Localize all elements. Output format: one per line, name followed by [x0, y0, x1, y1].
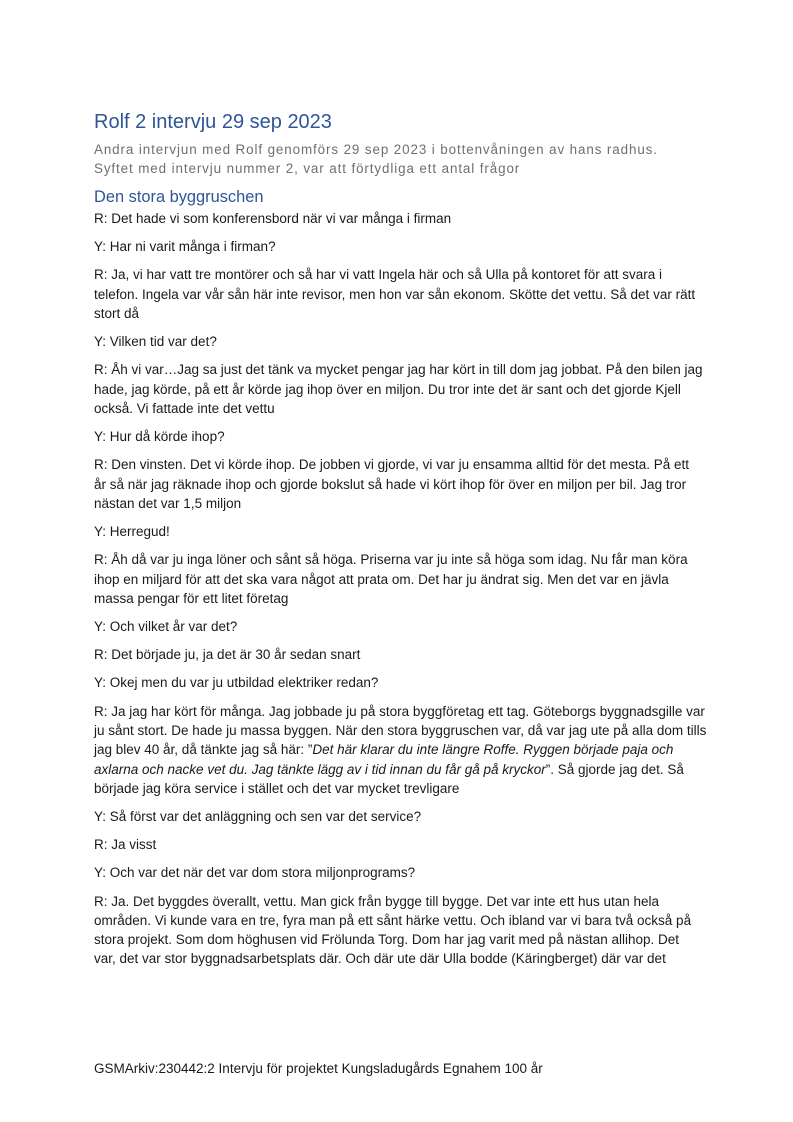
text-line: R: Åh då var ju inga löner och sånt så höga. Priserna var ju inte så höga som idag. Nu får man köra — [94, 552, 688, 568]
text-line: också. Vi fattade inte det vettu — [94, 400, 275, 416]
paragraph — [94, 673, 704, 692]
text-line: Y: Så först var det anläggning och sen var det service? — [94, 809, 422, 824]
text-line: nästan det var 1,5 miljon — [94, 495, 242, 511]
paragraph — [94, 427, 704, 446]
paragraph — [94, 702, 707, 798]
paragraph — [94, 455, 704, 513]
text-line: Y: Har ni varit många i firman? — [94, 239, 276, 255]
text-line: R: Ja, vi har vatt tre montörer och så har vi vatt Ingela här och så Ulla på kontoret för att svara i — [94, 267, 663, 283]
text-line: stora projekt. Som dom höghusen vid Frölunda Torg. Dom har jag varit med på nästan allihop. Det — [94, 932, 680, 948]
paragraph — [94, 807, 704, 826]
text-line: Y: Hur då körde ihop? — [94, 429, 225, 445]
document-body — [94, 209, 707, 978]
page-footer: GSMArkiv:230442:2 Intervju för projektet Kungsladugårds Egnahem 100 år — [94, 1061, 543, 1076]
document-page — [94, 0, 707, 1122]
paragraph — [94, 237, 704, 256]
paragraph — [94, 863, 704, 882]
text-line — [94, 740, 704, 759]
text-line: började jag köra service i stället och det var mycket trevligare — [94, 780, 460, 796]
paragraph — [94, 360, 704, 418]
text-line: områden. Vi kunde vara en tre, fyra man på ett sånt härke vettu. Och ibland var vi bara två också på — [94, 912, 692, 928]
text-line: ihop en miljard för att det ska vara något att prata om. Det har ju ändrat sig. Men det var en jävla — [94, 571, 669, 587]
paragraph — [94, 265, 704, 323]
section-heading: Den stora byggruschen — [94, 188, 264, 206]
document-subtitle — [94, 140, 706, 178]
text-line: ju sånt stort. De hade ju massa byggen. När den stora byggruschen var, då var jag ute på alla dom tills — [94, 722, 707, 738]
text-line: Y: Och vilket år var det? — [94, 619, 238, 635]
paragraph — [94, 209, 704, 228]
document-title: Rolf 2 intervju 29 sep 2023 — [94, 111, 332, 133]
text-segment: ”. Så gjorde jag det. Så — [545, 761, 684, 777]
text-line: var, det var stor byggnadsarbetsplats där. Och där ute där Ulla bodde (Käringberget) där var det — [94, 951, 666, 967]
text-line: R: Åh vi var…Jag sa just det tänk va mycket pengar jag har kört in till dom jag jobbat. På den bilen jag — [94, 362, 703, 378]
text-line: Y: Herregud! — [94, 524, 170, 540]
text-line: år så när jag räknade ihop och gjorde bokslut så hade vi kört ihop för över en miljon per bil. Jag tror — [94, 476, 687, 492]
quote-text: axlarna och nacke vet du. Jag tänkte lägg av i tid innan du får gå på kryckor — [94, 761, 546, 777]
text-line: R: Ja visst — [94, 837, 157, 853]
subtitle-line: Andra intervjun med Rolf genomförs 29 sep 2023 i bottenvåningen av hans radhus. — [94, 142, 658, 157]
text-line: stort då — [94, 305, 140, 321]
paragraph — [94, 550, 704, 608]
text-segment: jag blev 40 år, då tänkte jag så här: ” — [94, 742, 313, 758]
paragraph — [94, 332, 704, 351]
paragraph — [94, 645, 704, 664]
subtitle-line: Syftet med intervju nummer 2, var att förtydliga ett antal frågor — [94, 161, 521, 176]
text-line: Y: Och var det när det var dom stora miljonprograms? — [94, 865, 416, 881]
text-line: R: Det hade vi som konferensbord när vi var många i firman — [94, 211, 452, 226]
paragraph — [94, 835, 704, 854]
text-line — [94, 760, 704, 779]
paragraph — [94, 617, 704, 636]
text-line: R: Ja. Det byggdes överallt, vettu. Man gick från bygge till bygge. Det var inte ett hus utan hela — [94, 893, 660, 909]
paragraph — [94, 522, 704, 541]
text-line: Y: Okej men du var ju utbildad elektriker redan? — [94, 675, 379, 691]
text-line: massa pengar för ett litet företag — [94, 590, 289, 606]
quote-text: Det här klarar du inte längre Roffe. Ryggen började paja och — [312, 742, 674, 758]
text-line: telefon. Ingela var vår sån här inte revisor, men hon var sån ekonom. Skötte det vettu. Så det var rätt — [94, 286, 696, 302]
text-line: R: Den vinsten. Det vi körde ihop. De jobben vi gjorde, vi var ju ensamma alltid för det mesta. På ett — [94, 457, 690, 473]
text-line: hade, jag körde, på ett år körde jag ihop över en miljon. Du tror inte det är sant och det gjorde Kjell — [94, 381, 681, 397]
paragraph — [94, 892, 704, 969]
text-line: R: Det började ju, ja det är 30 år sedan snart — [94, 647, 361, 663]
text-line: Y: Vilken tid var det? — [94, 334, 217, 350]
text-line: R: Ja jag har kört för många. Jag jobbade ju på stora byggföretag ett tag. Göteborgs byggnadsgille var — [94, 703, 705, 719]
